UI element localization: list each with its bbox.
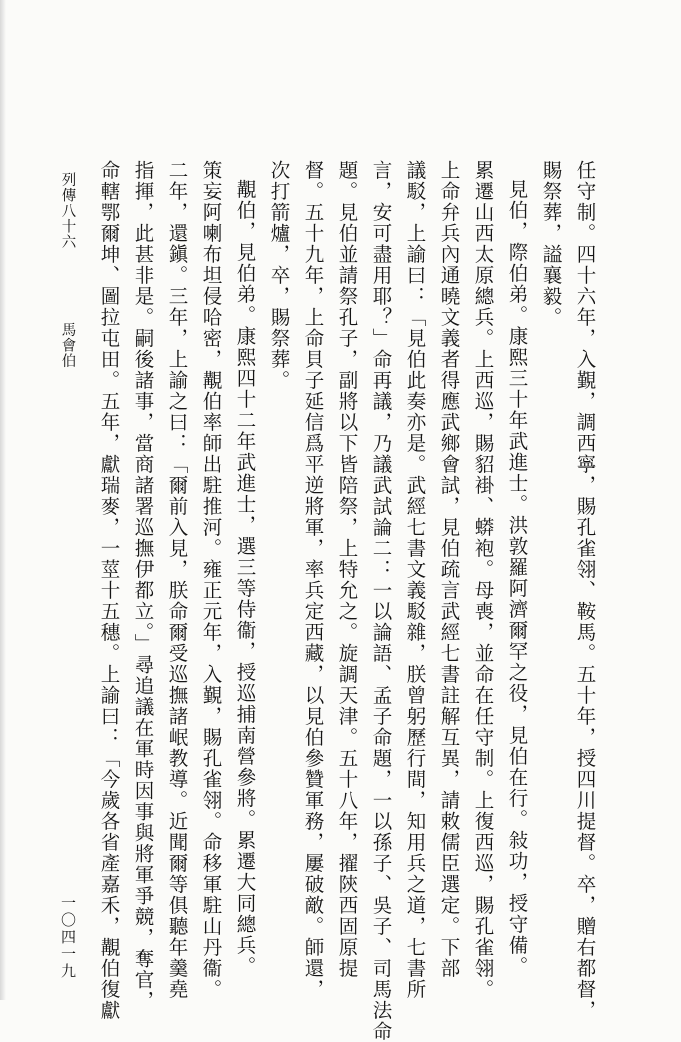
text-column: 任守制。四十六年，入覲，調西寧，賜孔雀翎、鞍馬。五十年，授四川提督。卒，贈右都督， xyxy=(573,160,597,1021)
text-column: 上命弁兵內通曉文義者得應武鄉會試，見伯疏言武經七書註解互異，請敕儒臣選定。下部 xyxy=(437,160,461,979)
text-column: 議駁，上諭曰：「見伯此奏亦是。武經七書文義駁雜，朕曾躬歷行間，知用兵之道，七書所 xyxy=(403,160,427,1000)
text-column: 次打箭爐，卒，賜祭葬。 xyxy=(267,160,291,391)
page-number: 一〇四一九 xyxy=(59,895,77,980)
running-head-section: 列傳八十六 xyxy=(59,172,76,250)
text-column: 督。五十九年，上命貝子延信爲平逆將軍，率兵定西藏，以見伯參贊軍務，屢破敵。師還， xyxy=(301,160,325,1000)
text-column: 累遷山西太原總兵。上西巡，賜貂褂、蟒袍。母喪，並命在任守制。上復西巡，賜孔雀翎。 xyxy=(471,160,495,1000)
text-column: 見伯，際伯弟。康熙三十年武進士。洪敦羅阿濟爾罕之役，見伯在行。敍功，授守備。 xyxy=(505,179,529,977)
text-column: 覯伯，見伯弟。康熙四十二年武進士，選三等侍衞，授巡捕南營參將。累遷大同總兵。 xyxy=(233,179,257,977)
running-head-subject: 馬會伯 xyxy=(59,322,76,369)
text-column: 題。見伯並請祭孔子，副將以下皆陪祭，上特允之。旋調天津。五十八年，擢陝西固原提 xyxy=(335,160,359,979)
text-column: 賜祭葬，謚襄毅。 xyxy=(539,160,563,328)
text-column: 命轄鄂爾坤、圖拉屯田。五年，獻瑞麥，一莖十五穗。上諭曰：「今歲各省產嘉禾，覯伯復獻 xyxy=(97,160,121,1021)
text-column: 言，安可盡用耶？」命再議，乃議武試論二：一以論語、孟子命題，一以孫子、吳子、司馬法命 xyxy=(369,160,393,1042)
text-column: 策妄阿喇布坦侵哈密，覯伯率師出駐推河。雍正元年，入覲，賜孔雀翎。命移軍駐山丹衞。 xyxy=(199,160,223,1000)
text-column: 二年，還鎭。三年，上諭之曰：「爾前入見，朕命爾受巡撫諸岷教導。近聞爾等俱聽年羹堯 xyxy=(165,160,189,1000)
scan-edge xyxy=(0,0,6,1000)
text-column: 指揮，此甚非是。嗣後諸事，當商諸署巡撫伊都立。」尋追議在軍時因事與將軍爭競，奪官， xyxy=(131,160,155,1012)
